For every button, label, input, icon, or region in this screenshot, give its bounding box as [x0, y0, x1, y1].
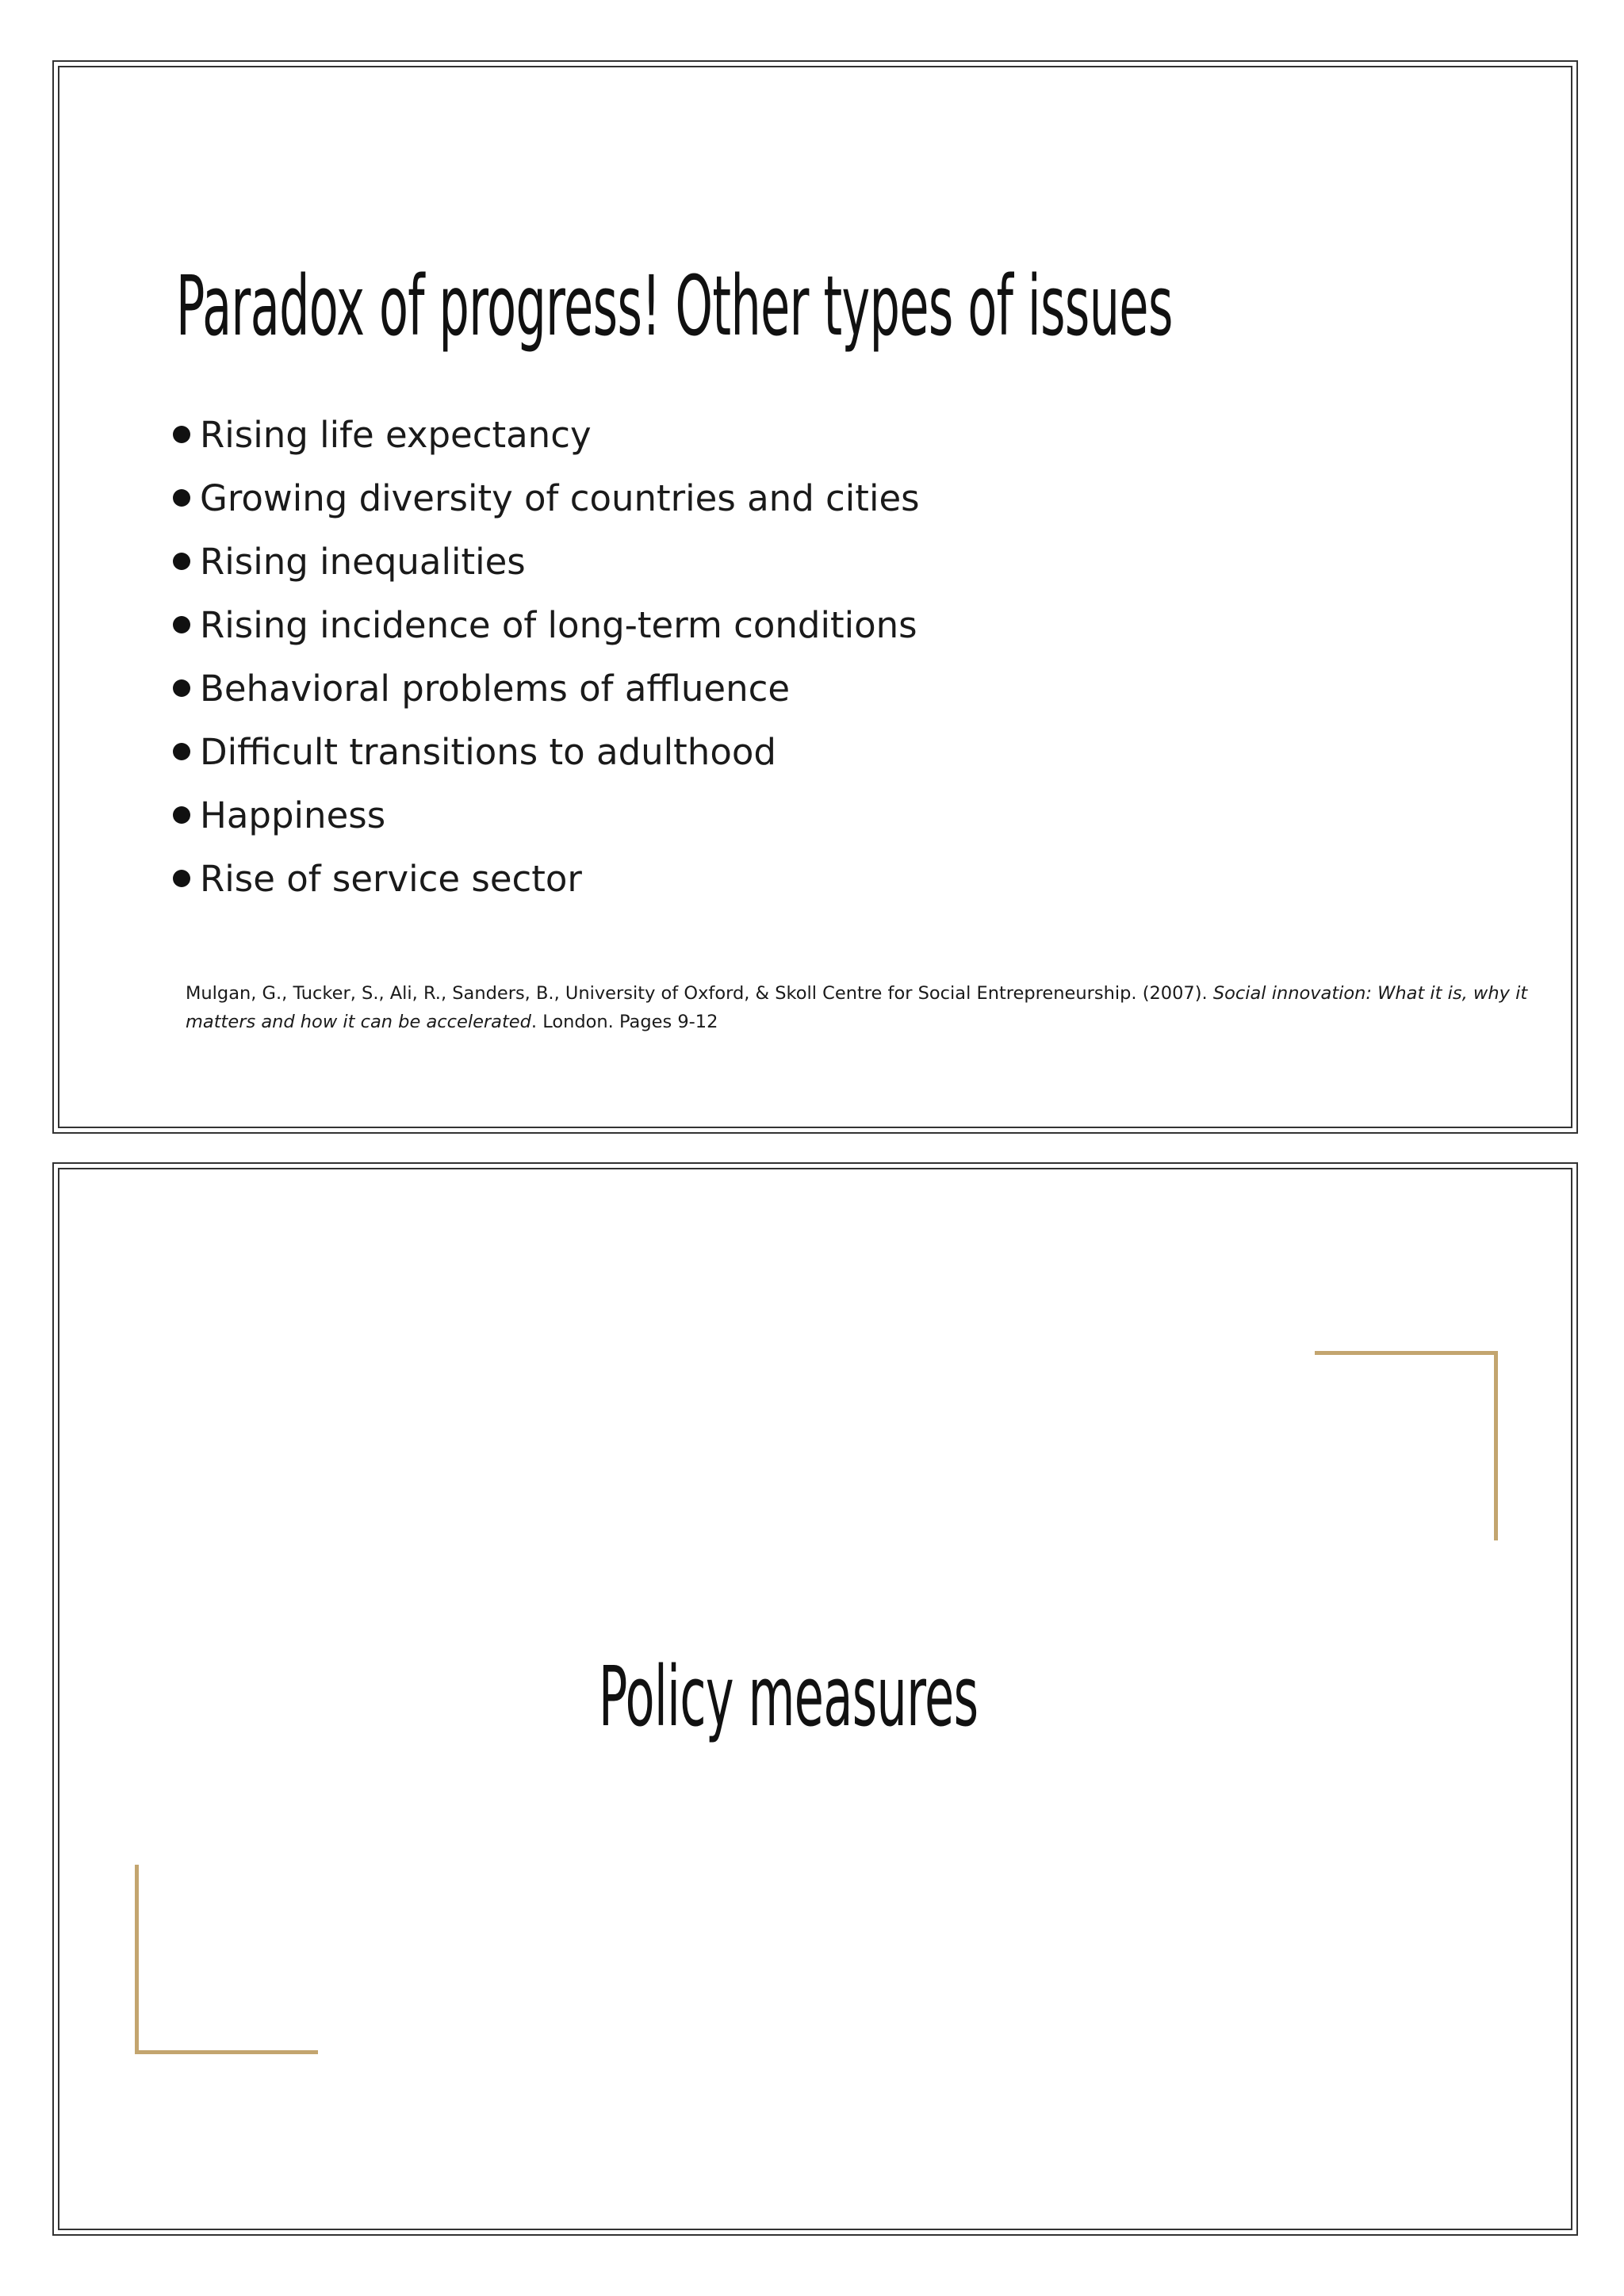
citation: [186, 979, 1549, 1036]
list-item-text: Rise of service sector: [200, 857, 582, 900]
bullet-dot-icon: [173, 806, 190, 824]
citation-work-title: Social innovation: What it is, why it matters and how it can be accelerated: [186, 982, 1528, 1032]
bullet-dot-icon: [173, 616, 190, 633]
list-item: [173, 720, 920, 783]
list-item: [173, 783, 920, 847]
corner-accent-bottom-left: [135, 1865, 318, 2054]
slide-paradox-of-progress: [52, 60, 1578, 1134]
list-item: [173, 656, 920, 720]
section-title: Policy measures: [599, 1648, 979, 1745]
list-item: [173, 530, 920, 593]
list-item-text: Growing diversity of countries and cities: [200, 476, 920, 519]
bullet-dot-icon: [173, 426, 190, 443]
bullet-list: [173, 403, 920, 910]
bullet-dot-icon: [173, 489, 190, 507]
slide-title: Paradox of progress! Other types of issues: [176, 258, 1173, 354]
list-item-text: Happiness: [200, 794, 386, 836]
list-item-text: Behavioral problems of affluence: [200, 667, 791, 710]
citation-authors: Mulgan, G., Tucker, S., Ali, R., Sanders, B., University of Oxford, & Skoll Centre for Social Entrepreneurship. (2007).: [186, 982, 1213, 1004]
list-item: [173, 466, 920, 530]
slide-policy-measures: [52, 1162, 1578, 2236]
bullet-dot-icon: [173, 870, 190, 887]
bullet-dot-icon: [173, 679, 190, 697]
list-item: [173, 593, 920, 656]
bullet-dot-icon: [173, 743, 190, 760]
list-item-text: Rising life expectancy: [200, 413, 592, 456]
bullet-dot-icon: [173, 553, 190, 570]
corner-accent-top-right: [1315, 1351, 1498, 1540]
list-item-text: Rising inequalities: [200, 540, 526, 583]
list-item: [173, 847, 920, 910]
citation-rest: . London. Pages 9-12: [530, 1011, 718, 1032]
list-item-text: Rising incidence of long-term conditions: [200, 603, 917, 646]
list-item: [173, 403, 920, 466]
list-item-text: Difficult transitions to adulthood: [200, 730, 776, 773]
